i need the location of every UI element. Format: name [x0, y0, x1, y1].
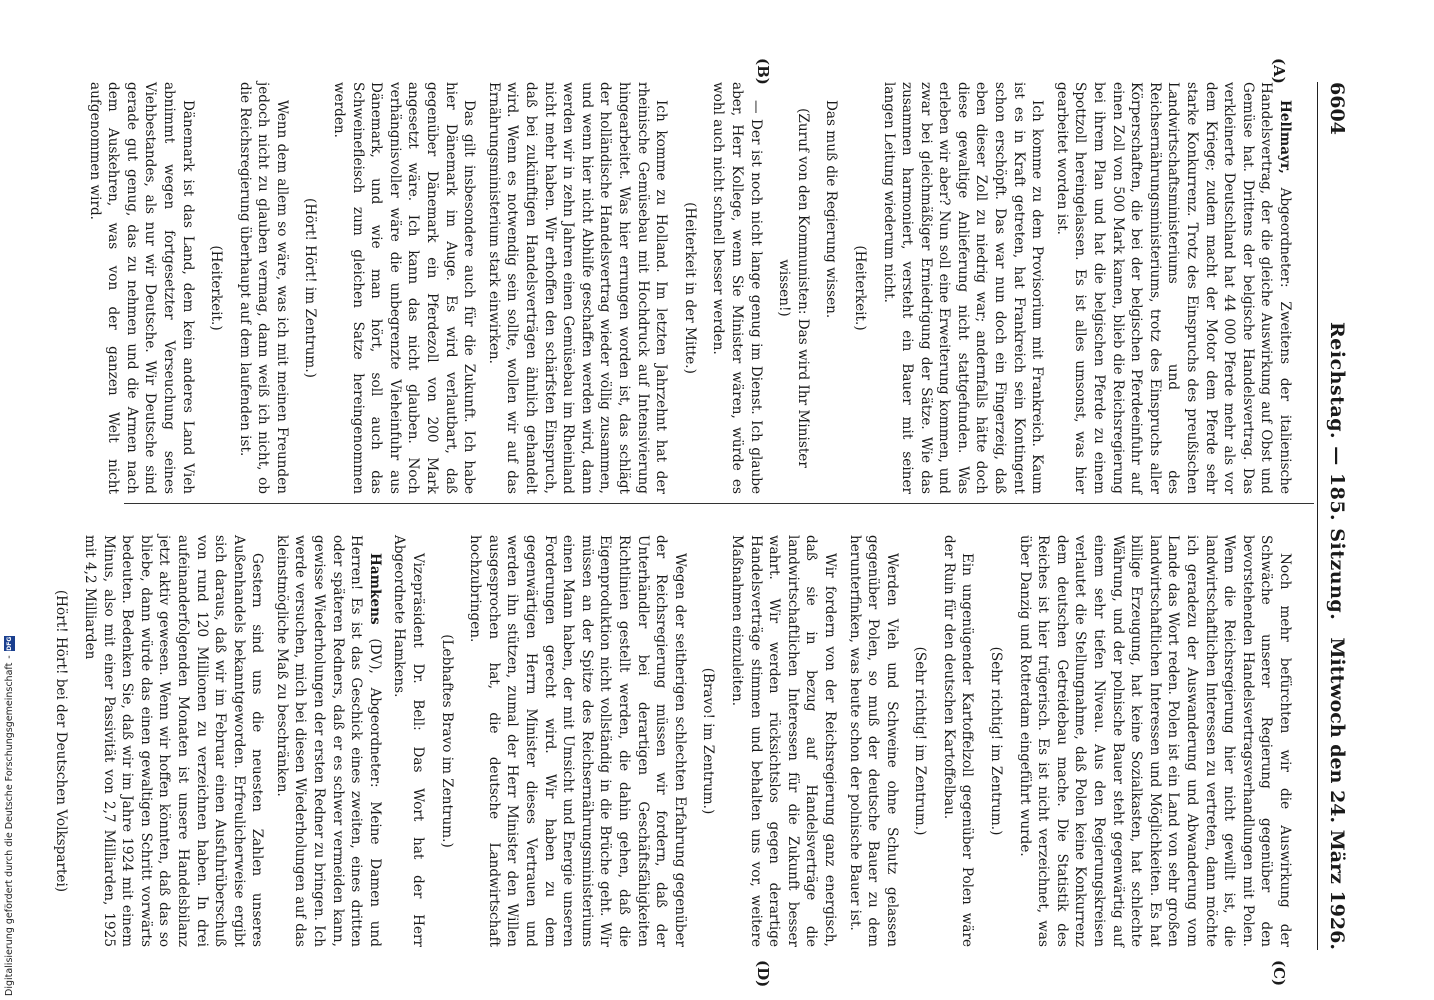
- body-paragraph: Wegen der seitherigen schlechten Erfahrung gegenüber der Reichsregierung müssen wir fordern, daß der Unterhändler bei derartigen Geschäftsfähigkeiten Richtlinien gestellt werden, die dahin gehen, daß die Eigenproduktion nicht vollständig in die Brüche geht. Wir müssen an der Spitze des Reichsernährungsministeriums einen Mann haben, der mit Umsicht und Energie unseren Forderungen gerecht wird. Wir haben zu dem gegenwärtigen Herrn Minister dieses Vertrauen und werden ihn stützen, zumal der Herr Minister den Willen ausgesprochen hat, die deutsche Landwirtschaft hochzubringen.: [467, 535, 688, 947]
- body-paragraph: Das muß die Regierung wissen.: [823, 100, 840, 319]
- interjection: (Sehr richtig! im Zentrum.): [988, 646, 1005, 836]
- speaker-name: Hellmayr,: [1277, 100, 1293, 174]
- interjection: (Sehr richtig! im Zentrum.): [912, 646, 929, 836]
- speaker-text: Zweitens der italienische Handelsvertrag, der die gleiche Auswirkung auf Obst und Gemüse hat. Drittens der belgische Handelsvertrag. Das verkleinerte Deutschland hat 44 000 Pferde mehr als vor dem Kriege; zudem macht der Motor dem Pferde sehr starke Konkurrenz. Trotz des Einspruchs des preußischen Landwirtschaftsministeriums und des Reichsernährungsministeriums, trotz des Einspruchs aller Körperschaften, die bei der belgischen Pferdeeinfuhr auf einen Zoll von 500 Mark kamen, blieb die Reichsregierung bei ihrem Plan und hat die belgischen Pferde zu einem Spottzoll hereingelassen. Es ist alles umsonst, was hier gearbeitet worden ist.: [1053, 82, 1293, 494]
- dfg-logo: DFG: [5, 636, 13, 651]
- speaker-role: Abgeordneter:: [1277, 173, 1293, 302]
- interjection: (Lebhaftes Bravo im Zentrum.): [438, 634, 455, 848]
- speaker-paragraph: [1052, 82, 1294, 494]
- interjection: (Hört! Hört! im Zentrum.): [302, 198, 319, 378]
- right-column: [53, 535, 1294, 947]
- interjection: (Bravo! im Zentrum.): [700, 667, 717, 815]
- margin-mark-a: (A): [1270, 58, 1288, 84]
- interjection: (Zuruf von den Kommunisten: Das wird Ihr Minister wissen!): [776, 108, 811, 468]
- column-divider: [124, 503, 1314, 504]
- body-paragraph: Das gilt insbesondere auch für die Zukunft. Ich habe hier Dänemark im Auge. Es wird verlautbart, daß gegenüber Dänemark ein Pferdezoll von 200 Mark angesetzt wäre. Ich kann das nicht glauben. Noch verhängnisvoller wäre die unbegrenzte Vieheinfuhr aus Dänemark, und wie man hört, soll auch das Schweinefleisch zum gleichen Satze hereingenommen werden.: [331, 82, 478, 494]
- digitization-credit: Digitalisierung gefördert durch die Deutsche Forschungsgemeinschaft - DFG: [3, 636, 15, 996]
- margin-mark-c: (C): [1270, 960, 1288, 987]
- speaker-role: (DV), Abgeordneter:: [366, 624, 383, 802]
- body-paragraph: Vizepräsident Dr. Bell: Das Wort hat der Herr Abgeordnete Hamkens.: [391, 535, 427, 947]
- margin-mark-b: (B): [754, 58, 772, 85]
- body-paragraph: Noch mehr befürchten wir die Auswirkung der Schwäche unserer Regierung gegenüber den bevorstehenden Handelsvertragsverhandlungen mit Polen. Wenn die Reichsregierung hier nicht gewillt ist, die landwirtschaftlichen Interessen zu vertreten, dann möchte ich geradezu der Auswanderung und Abwanderung vom Lande das Wort reden. Polen ist ein Land von sehr großen landwirtschaftlichen Interessen und Möglichkeiten. Es hat billige Erzeugung, hat keine Sozialkasten, hat schlechte Währung, und der polnische Bauer steht gegenwärtig auf einem sehr tiefen Niveau. Aus den Regierungskreisen verlautet die Stellungnahme, daß Polen keine Konkurrenz dem deutschen Getreidebau mache. Die Statistik des Reiches ist hier trügerisch. Es ist nicht verzeichnet, was über Danzig und Rotterdam eingeführt wurde.: [1016, 535, 1293, 947]
- interjection: (Heiterkeit in der Mitte.): [681, 202, 698, 374]
- body-paragraph: Werden Vieh und Schweine ohne Schutz gelassen gegenüber Polen, so muß der deutsche Bauer zu dem herunterfinken, was heute schon der polnische Bauer ist.: [846, 535, 900, 947]
- margin-mark-d: (D): [754, 960, 772, 988]
- body-paragraph: Ich komme zu dem Provisorium mit Frankreich. Kaum ist es in Kraft getreten, hat Frankreich sein Kontingent schon erschöpft. Das war nun doch ein Fingerzeig, daß eben dieser Zoll zu niedrig war; andernfalls hätte doch diese gewaltige Anlieferung nicht stattgefunden. Was erleben wir aber? Nun soll eine Erweiterung kommen, und zwar bei gleichmäßiger Erniedrigung der Sätze. Wie das zusammen harmoniert, versteht ein Bauer mit seiner langen Leitung wiederum nicht.: [880, 82, 1046, 494]
- page-number: 6604: [1326, 82, 1348, 135]
- body-paragraph: Ein ungenügender Kartoffelzoll gegenüber Polen wäre der Ruin für den deutschen Kartoffelbau.: [940, 535, 976, 947]
- interjection: (Heiterkeit.): [208, 245, 225, 331]
- page-header: [1317, 82, 1352, 950]
- running-title: Reichstag. — 185. Sitzung.: [1326, 322, 1348, 621]
- interjection: (Heiterkeit.): [851, 245, 868, 331]
- credit-text: Digitalisierung gefördert durch die Deutsche Forschungsgemeinschaft: [3, 662, 15, 996]
- body-paragraph: Ich komme zu Holland. Im letzten Jahrzehnt hat der rheinische Gemüsebau mit Hochdruck auf Intensivierung hingearbeitet. Was hier errungen worden ist, das schlägt der holländische Handelsvertrag wieder völlig zusammen, und wenn hier nicht Abhilfe geschaffen werden wird, dann werden wir in zehn Jahren einen Gemüsebau im Rheinland nicht mehr haben. Wir erhoffen den schärfsten Einspruch, daß bei zukünftigen Handelsverträgen ähnlich gehandelt wird. Wenn es notwendig sein sollte, wollen wir auf das Ernährungsministerium stark einwirken.: [485, 82, 670, 494]
- body-paragraph: Wenn dem allem so wäre, was ich mit meinen Freunden jedoch nicht zu glauben vermag, dann weiß ich nicht, ob die Reichsregierung überhaupt auf dem laufenden ist.: [236, 82, 290, 494]
- body-paragraph: Wir fordern von der Reichsregierung ganz energisch, daß sie in bezug auf Handelsverträge die landwirtschaftlichen Interessen für die Zukunft besser wahrt. Wir werden rücksichtslos gegen derartige Handelsverträge stimmen und behalten uns vor, weitere Maßnahmen einzuleiten.: [728, 535, 838, 947]
- speaker-paragraph: [272, 535, 384, 947]
- interjection: (Hört! Hört! bei der Deutschen Volkspartei): [53, 589, 70, 893]
- speaker-text: Meine Damen und Herren! Es ist das Geschick eines zweiten, eines dritten oder späteren Redners, daß er es schwer vermeiden kann, gewisse Wiederholungen der ersten Redner zu bringen. Ich werde versuchen, mich bei diesen Wiederholungen auf das kleinstmögliche Maß zu beschränken.: [273, 535, 383, 947]
- left-column: [84, 82, 1294, 494]
- speaker-name: Hamkens: [366, 553, 383, 625]
- session-date: Mittwoch den 24. März 1926.: [1326, 637, 1348, 950]
- body-paragraph: — Der ist noch nicht lange genug im Dienst. Ich glaube aber, Herr Kollege, wenn Sie Minister wären, würde es wohl auch nicht schnell besser werden.: [710, 82, 764, 494]
- body-paragraph: Dänemark ist das Land, dem kein anderes Land Vieh abnimmt wegen fortgesetzter Verseuchung seines Viehbestandes, als nur wir Deutsche. Wir Deutsche sind gerade gut genug, das zu nehmen und die Armen nach dem Auskehren, was von der ganzen Welt nicht aufgenommen wird.: [86, 82, 196, 494]
- body-paragraph: Gestern sind uns die neuesten Zahlen unseres Außenhandels bekanntgeworden. Erfreulicherweise ergibt sich daraus, daß wir im Februar einen Ausfuhrüberschuß von rund 120 Millionen zu verzeichnen haben. In drei aufeinanderfolgenden Monaten ist unsere Handelsbilanz jetzt aktiv gewesen. Wenn wir hoffen könnten, daß das so bliebe, dann würde das einen gewaltigen Schritt vorwärts bedeuten. Bedenken Sie, daß wir im Jahre 1924 mit einem Minus, also mit einer Passivität von 2,7 Milliarden, 1925 mit 4,2 Milliarden: [81, 535, 266, 947]
